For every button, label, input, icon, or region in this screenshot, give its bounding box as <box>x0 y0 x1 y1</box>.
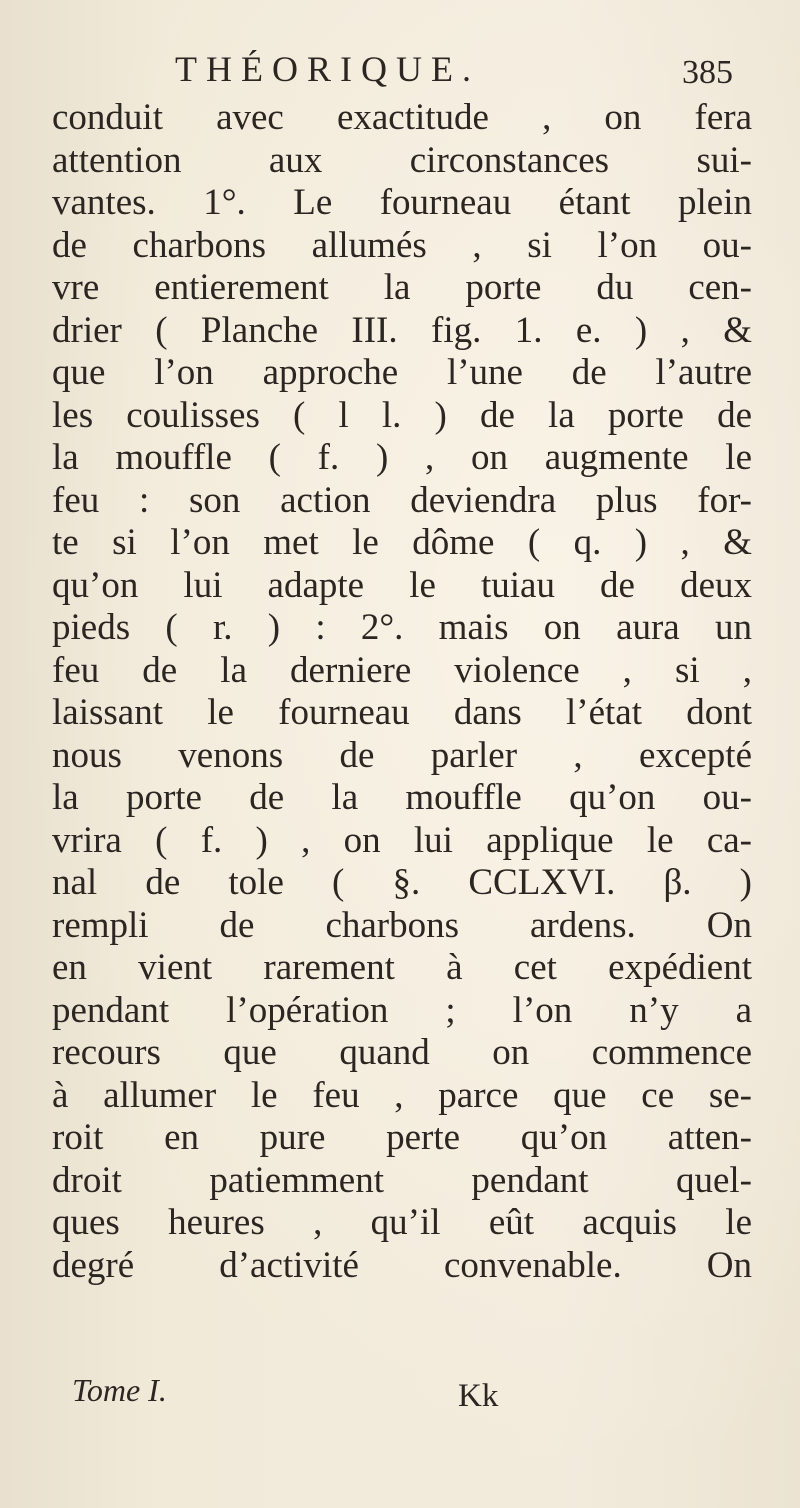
body-text <box>52 97 752 1287</box>
text-line: que l’on approche l’une de l’autre <box>52 352 752 393</box>
page-header <box>0 44 800 94</box>
text-line: en vient rarement à cet expédient <box>52 947 752 988</box>
text-line: drier ( Planche III. fig. 1. e. ) , & <box>52 309 752 351</box>
text-line: conduit avec exactitude , on fera <box>52 97 752 138</box>
text-line: vantes. 1°. Le fourneau étant plein <box>52 182 752 223</box>
running-title: THÉORIQUE. <box>175 49 480 89</box>
text-line: pendant l’opération ; l’on n’y a <box>52 989 752 1031</box>
text-line: vrira ( f. ) , on lui applique le ca- <box>52 819 752 861</box>
text-line: attention aux circonstances sui- <box>52 139 752 181</box>
text-line: recours que quand on commence <box>52 1032 752 1073</box>
text-line: la porte de la mouffle qu’on ou- <box>52 777 752 818</box>
volume-label: Tome I. <box>72 1372 167 1408</box>
text-line: laissant le fourneau dans l’état dont <box>52 692 752 733</box>
text-line: les coulisses ( l l. ) de la porte de <box>52 394 752 436</box>
page-footer <box>0 1370 800 1420</box>
text-line: droit patiemment pendant quel- <box>52 1159 752 1201</box>
text-line: nal de tole ( §. CCLXVI. β. ) <box>52 862 752 903</box>
text-line: à allumer le feu , parce que ce se- <box>52 1074 752 1116</box>
text-line: nous venons de parler , excepté <box>52 734 752 776</box>
text-line: ques heures , qu’il eût acquis le <box>52 1202 752 1243</box>
text-line: de charbons allumés , si l’on ou- <box>52 224 752 266</box>
page-number: 385 <box>682 54 733 91</box>
text-line: degré d’activité convenable. On <box>52 1244 752 1286</box>
text-line: pieds ( r. ) : 2°. mais on aura un <box>52 607 752 648</box>
text-line: vre entierement la porte du cen- <box>52 267 752 308</box>
text-line: la mouffle ( f. ) , on augmente le <box>52 437 752 478</box>
text-line: feu : son action deviendra plus for- <box>52 479 752 521</box>
signature-mark: Kk <box>458 1378 499 1414</box>
text-line: qu’on lui adapte le tuiau de deux <box>52 564 752 606</box>
text-line: roit en pure perte qu’on atten- <box>52 1117 752 1158</box>
text-line: te si l’on met le dôme ( q. ) , & <box>52 522 752 563</box>
text-line: feu de la derniere violence , si , <box>52 649 752 691</box>
text-line: rempli de charbons ardens. On <box>52 904 752 946</box>
